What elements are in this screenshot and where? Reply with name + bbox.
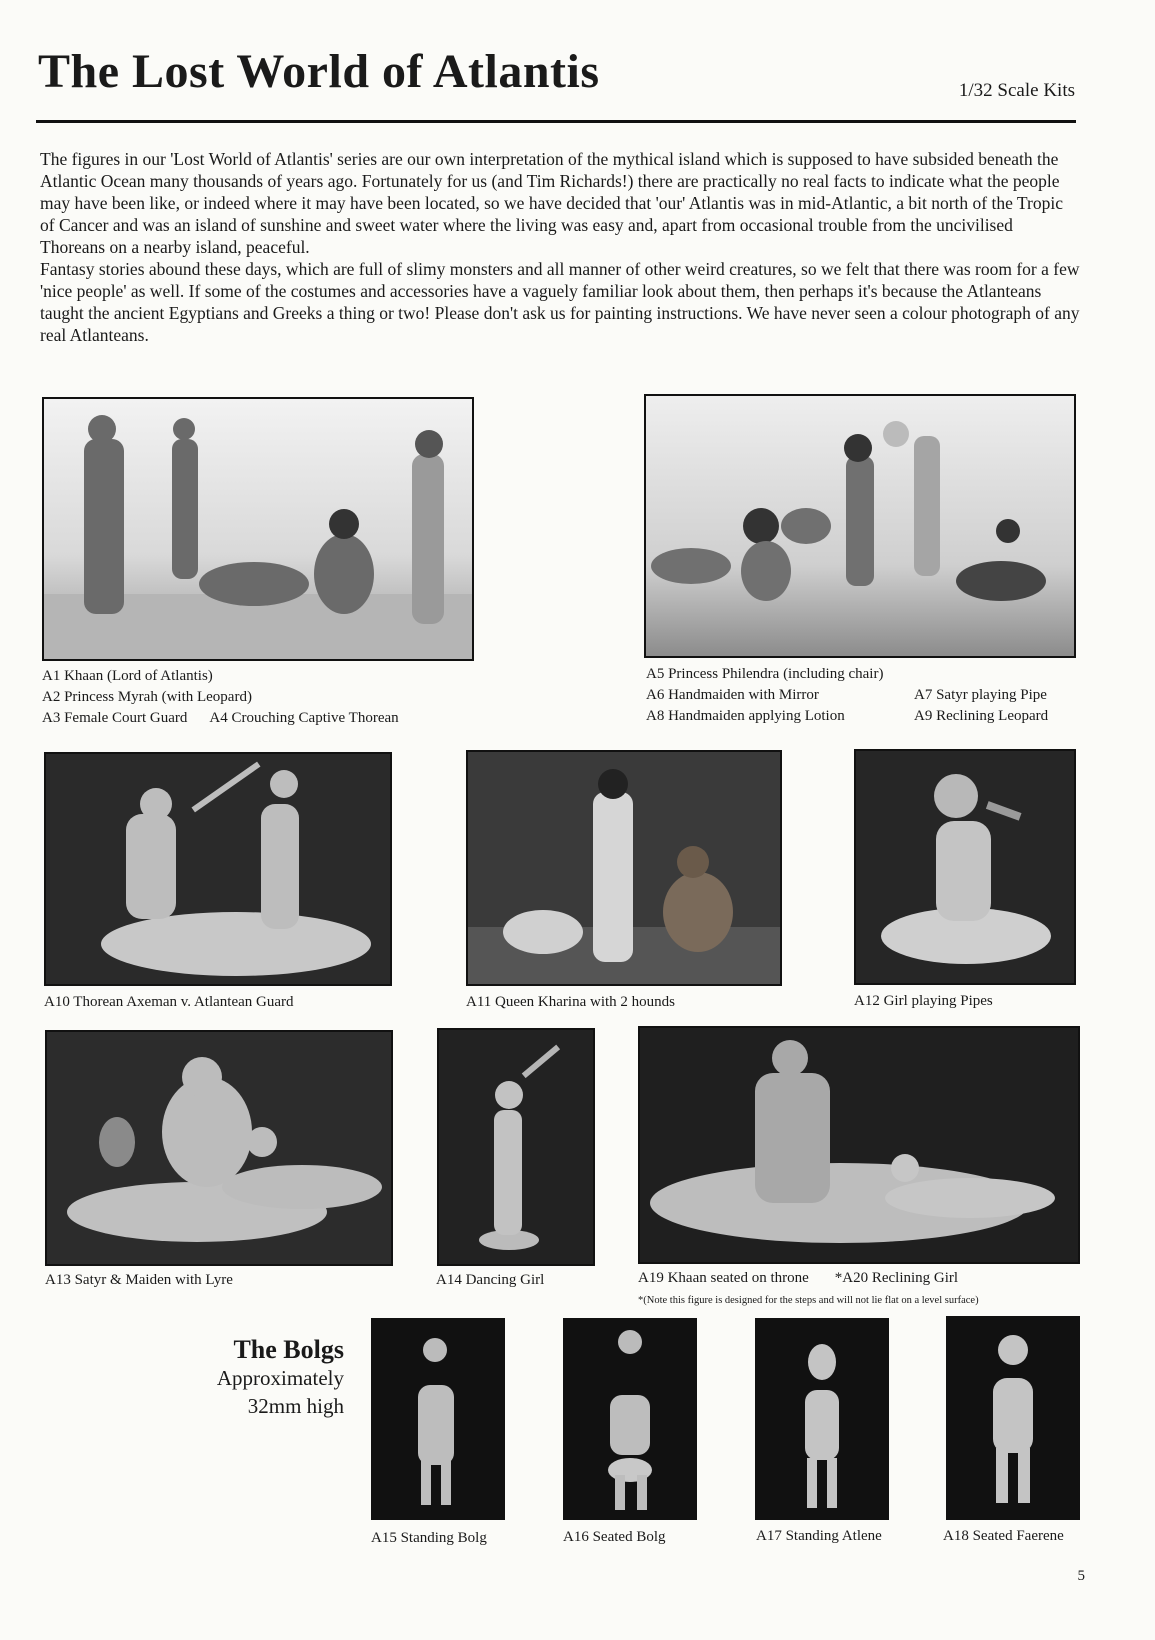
photo-a17: [755, 1318, 889, 1520]
page-number: 5: [1077, 1568, 1085, 1584]
caption-a8: A8 Handmaiden applying Lotion: [646, 708, 845, 724]
photo-a5-a9: [644, 394, 1076, 658]
caption-a2: A2 Princess Myrah (with Leopard): [42, 689, 252, 705]
caption-a1-a4: [42, 666, 399, 729]
caption-a12: A12 Girl playing Pipes: [854, 993, 993, 1009]
caption-a3: A3 Female Court Guard: [42, 710, 188, 726]
photo-a14: [437, 1028, 595, 1266]
intro-paragraph-1: The figures in our 'Lost World of Atlantis' series are our own interpretation of the mythical island which is supposed to have subsided beneath the Atlantic Ocean many thousands of years ago. Fortunately for us (and Tim Richards!) there are practically no real facts to indicate what the people may have been like, or indeed where it may have been located, so we have decided that 'our' Atlantis was in mid-Atlantic, a bit north of the Tropic of Cancer and was an island of sunshine and sweet water where the living was easy and, apart from occasional trouble from the uncivilised Thoreans on a nearby island, peaceful.: [40, 149, 1063, 257]
photo-a11: [466, 750, 782, 986]
caption-a6: A6 Handmaiden with Mirror: [646, 687, 819, 703]
photo-a1-a4: [42, 397, 474, 661]
photo-a10: [44, 752, 392, 986]
bolgs-line-1: Approximately: [216, 1366, 344, 1390]
caption-a5: A5 Princess Philendra (including chair): [646, 666, 884, 682]
bolgs-heading: The Bolgs: [233, 1335, 344, 1364]
caption-a4: A4 Crouching Captive Thorean: [209, 710, 399, 726]
caption-a13: A13 Satyr & Maiden with Lyre: [45, 1272, 233, 1288]
photo-a15: [371, 1318, 505, 1520]
caption-a16: A16 Seated Bolg: [563, 1529, 666, 1545]
caption-a9: A9 Reclining Leopard: [914, 708, 1049, 724]
caption-a15: A15 Standing Bolg: [371, 1530, 487, 1546]
page-subtitle: 1/32 Scale Kits: [958, 80, 1075, 101]
caption-a19-a20: [638, 1268, 958, 1289]
photo-a12: [854, 749, 1076, 985]
caption-a10: A10 Thorean Axeman v. Atlantean Guard: [44, 994, 294, 1010]
bolgs-line-2: 32mm high: [247, 1394, 344, 1418]
page-title: The Lost World of Atlantis: [38, 45, 600, 98]
caption-a1: A1 Khaan (Lord of Atlantis): [42, 668, 213, 684]
caption-a5-a9: [646, 664, 1048, 727]
caption-a19: A19 Khaan seated on throne: [638, 1270, 809, 1286]
photo-a19-a20: [638, 1026, 1080, 1264]
photo-a13: [45, 1030, 393, 1266]
photo-a18: [946, 1316, 1080, 1520]
caption-a14: A14 Dancing Girl: [436, 1272, 545, 1288]
caption-a17: A17 Standing Atlene: [756, 1528, 882, 1544]
intro-text: [40, 148, 1080, 346]
intro-paragraph-2: Fantasy stories abound these days, which are full of slimy monsters and all manner of other weird creatures, so we felt that there was room for a few 'nice people' as well. If some of the costumes and accessories have a vaguely familiar look about them, then perhaps it's because the Atlanteans taught the ancient Egyptians and Greeks a thing or two! Please don't ask us for painting instructions. We have never seen a colour photograph of any real Atlanteans.: [40, 259, 1080, 345]
title-rule: [36, 120, 1076, 123]
photo-a16: [563, 1318, 697, 1520]
caption-a11: A11 Queen Kharina with 2 hounds: [466, 994, 675, 1010]
caption-a7: A7 Satyr playing Pipe: [914, 687, 1047, 703]
bolgs-heading-block: [150, 1336, 344, 1420]
caption-a20-note: *(Note this figure is designed for the steps and will not lie flat on a level surface): [638, 1295, 979, 1306]
caption-a20: *A20 Reclining Girl: [834, 1270, 959, 1286]
caption-a18: A18 Seated Faerene: [943, 1528, 1064, 1544]
